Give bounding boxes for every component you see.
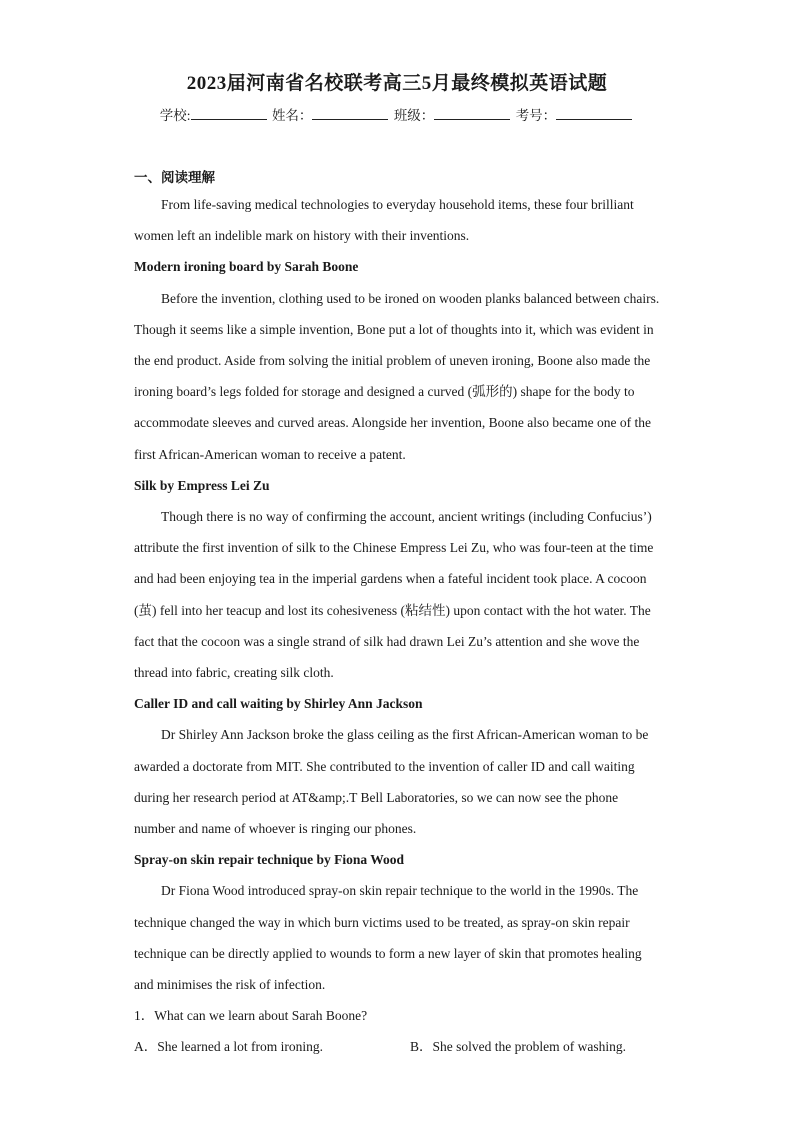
- option-b[interactable]: B．She solved the problem of washing.: [410, 1039, 626, 1055]
- name-blank[interactable]: [312, 106, 388, 120]
- name-label: 姓名：: [271, 108, 313, 123]
- exam-number-label: 考号：: [515, 108, 557, 123]
- item-heading-jackson: Caller ID and call waiting by Shirley Ann Jackson: [134, 696, 423, 712]
- intro-paragraph: From life-saving medical technologies to everyday household items, these four brilliant women left an indelible mark on history with their inventions.: [134, 197, 634, 244]
- section-heading: 一、阅读理解: [134, 170, 215, 185]
- item-text-leizu: Though there is no way of confirming the account, ancient writings (including Confucius’) attribute the first invention of silk to the Chinese Empress Lei Zu, who was four-teen at the time and had been enjoying tea in the imperial gardens when a fateful incident took place. A cocoon (茧) fell into her teacup and lost its cohesiveness (粘结性) upon contact with the hot water. The fact that the cocoon was a single strand of silk had drawn Lei Zu’s attention and she wove the thread into fabric, creating silk cloth.: [134, 509, 654, 681]
- item-heading-boone: Modern ironing board by Sarah Boone: [134, 259, 359, 275]
- school-blank[interactable]: [191, 106, 267, 120]
- item-text-boone: Before the invention, clothing used to be ironed on wooden planks balanced between chairs. Though it seems like a simple invention, Bone put a lot of thoughts into it, which was evident in the end product. Aside from solving the initial problem of uneven ironing, Boone also made the ironing board’s legs folded for storage and designed a curved (弧形的) shape for the body to accommodate sleeves and curved areas. Alongside her invention, Boone also became one of the first African-American woman to receive a patent.: [134, 290, 660, 462]
- student-info-line: [0, 104, 794, 124]
- option-a[interactable]: A．She learned a lot from ironing.: [134, 1039, 323, 1055]
- item-heading-wood: Spray-on skin repair technique by Fiona Wood: [134, 852, 405, 868]
- item-heading-leizu: Silk by Empress Lei Zu: [134, 477, 270, 493]
- exam-number-blank[interactable]: [556, 106, 632, 120]
- item-text-wood: Dr Fiona Wood introduced spray-on skin repair technique to the world in the 1990s. The technique changed the way in which burn victims used to be treated, as spray-on skin repair technique can be directly applied to wounds to form a new layer of skin that promotes healing and minimises the risk of infection.: [134, 883, 642, 993]
- school-label: 学校:: [159, 108, 191, 123]
- reading-section: [134, 166, 662, 1063]
- item-text-jackson: Dr Shirley Ann Jackson broke the glass ceiling as the first African-American woman to be awarded a doctorate from MIT. She contributed to the invention of caller ID and call waiting during her research period at AT&amp;.T Bell Laboratories, so we can now see the phone number and name of whoever is ringing our phones.: [134, 727, 649, 837]
- class-blank[interactable]: [434, 106, 510, 120]
- question-1: 1．What can we learn about Sarah Boone?: [134, 1008, 368, 1024]
- class-label: 班级：: [393, 108, 435, 123]
- question-1-options: [134, 1031, 662, 1062]
- page-title: 2023届河南省名校联考高三5月最终模拟英语试题: [186, 73, 608, 94]
